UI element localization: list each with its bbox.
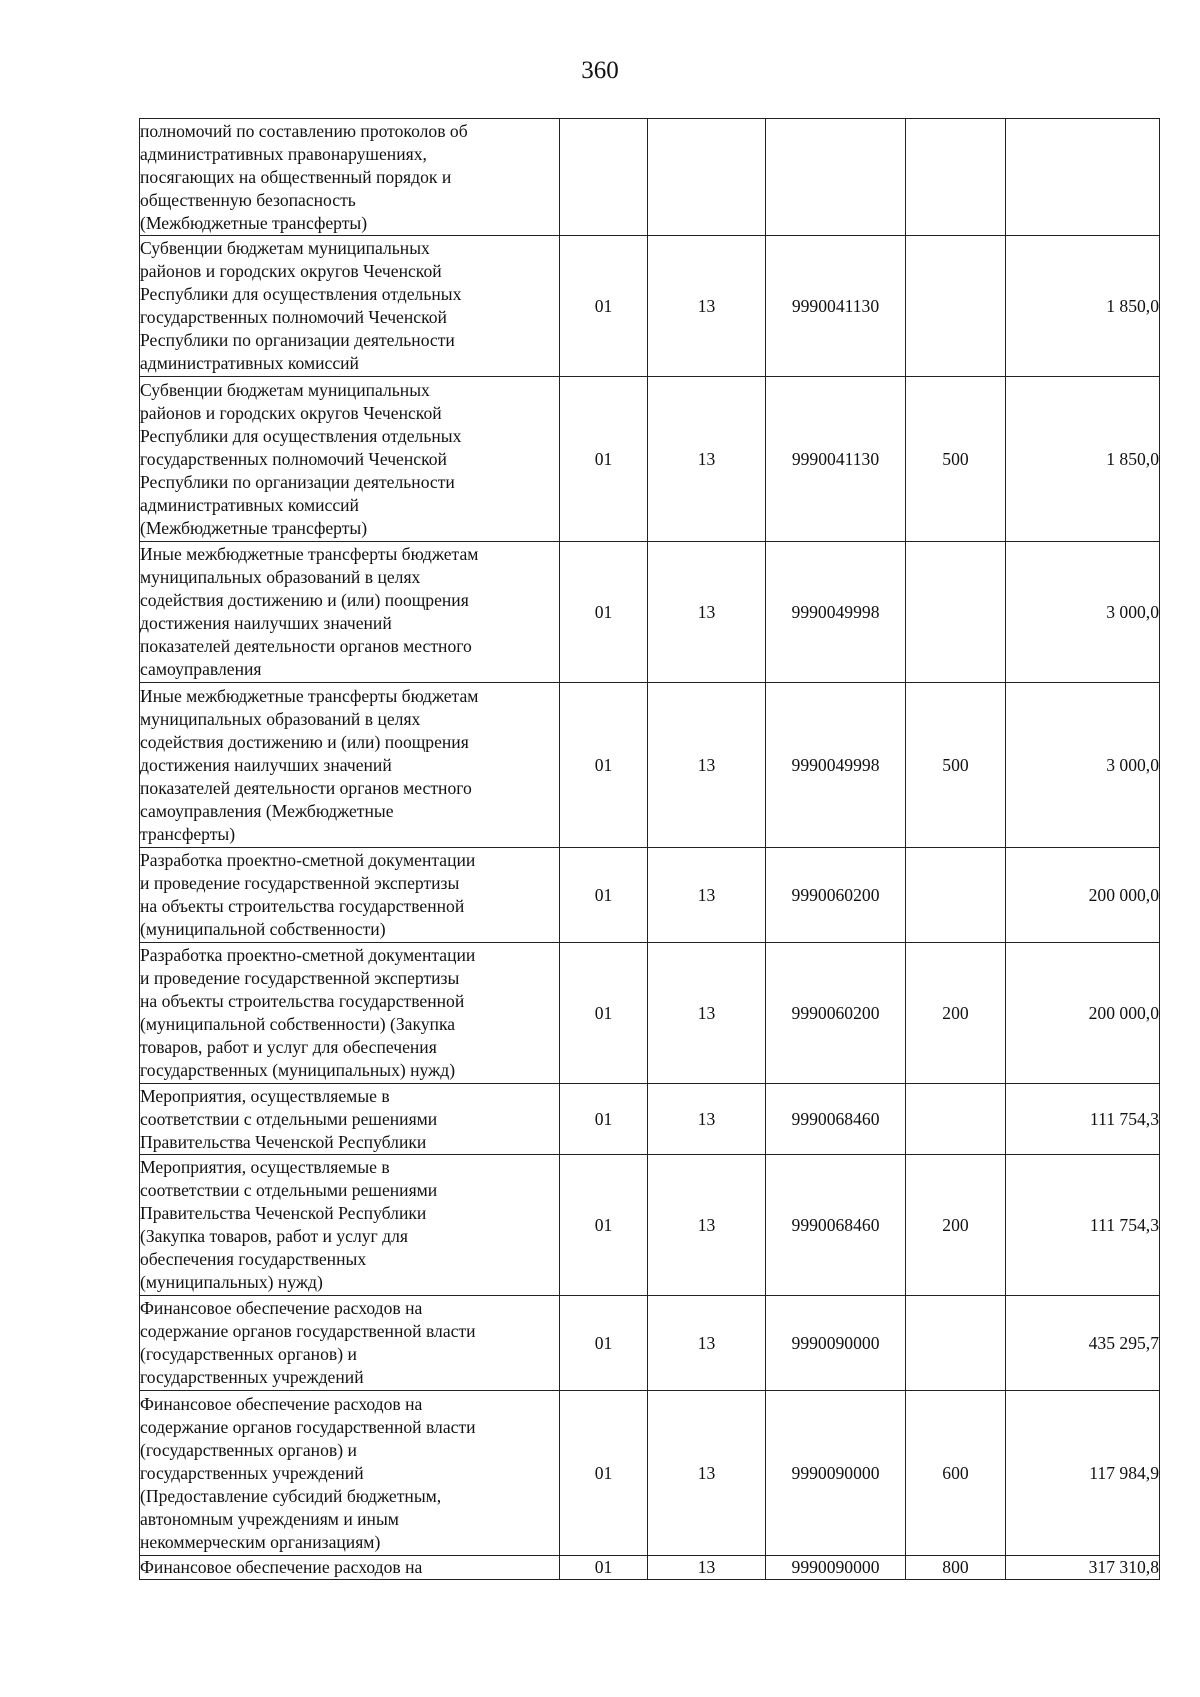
description-cell: Разработка проектно-сметной документации и проведение государственной экспертизы на объекты строительства государственной (муниципальной собственности): [140, 848, 560, 943]
table-row: [140, 236, 1160, 377]
table-row: [140, 377, 1160, 542]
table-row: [140, 1556, 1160, 1580]
expense-type-cell: 800: [906, 1556, 1006, 1580]
table-row: [140, 119, 1160, 236]
subsection-cell: 13: [648, 1391, 766, 1556]
amount-cell: 3 000,0: [1006, 683, 1160, 848]
expense-type-cell: 500: [906, 683, 1006, 848]
description-cell: Субвенции бюджетам муниципальных районов и городских округов Чеченской Республики для осуществления отдельных государственных полномочий Чеченской Республики по организации деятельности административных комиссий (Межбюджетные трансферты): [140, 377, 560, 542]
expense-type-cell: 500: [906, 377, 1006, 542]
budget-table-body: [140, 119, 1160, 1580]
expense-type-cell: 200: [906, 943, 1006, 1084]
description-cell: полномочий по составлению протоколов об административных правонарушениях, посягающих на общественный порядок и общественную безопасность (Межбюджетные трансферты): [140, 119, 560, 236]
description-cell: Иные межбюджетные трансферты бюджетам муниципальных образований в целях содействия достижению и (или) поощрения достижения наилучших значений показателей деятельности органов местного самоуправления (Межбюджетные трансферты): [140, 683, 560, 848]
expense-type-cell: [906, 236, 1006, 377]
amount-cell: 200 000,0: [1006, 848, 1160, 943]
table-row: [140, 848, 1160, 943]
subsection-cell: 13: [648, 848, 766, 943]
expense-type-cell: 600: [906, 1391, 1006, 1556]
description-cell: Финансовое обеспечение расходов на содержание органов государственной власти (государственных органов) и государственных учреждений (Предоставление субсидий бюджетным, автономным учреждениям и иным некоммерческим организациям): [140, 1391, 560, 1556]
subsection-cell: 13: [648, 943, 766, 1084]
subsection-cell: 13: [648, 236, 766, 377]
section-cell: 01: [560, 1155, 648, 1296]
amount-cell: 200 000,0: [1006, 943, 1160, 1084]
section-cell: 01: [560, 1556, 648, 1580]
table-row: [140, 1296, 1160, 1391]
section-cell: 01: [560, 1296, 648, 1391]
subsection-cell: 13: [648, 1556, 766, 1580]
expense-type-cell: [906, 1296, 1006, 1391]
budget-table: [139, 118, 1160, 1580]
page-number: 360: [581, 57, 619, 84]
section-cell: 01: [560, 943, 648, 1084]
amount-cell: 317 310,8: [1006, 1556, 1160, 1580]
table-row: [140, 542, 1160, 683]
amount-cell: [1006, 119, 1160, 236]
description-cell: Субвенции бюджетам муниципальных районов и городских округов Чеченской Республики для осуществления отдельных государственных полномочий Чеченской Республики по организации деятельности административных комиссий: [140, 236, 560, 377]
amount-cell: 1 850,0: [1006, 377, 1160, 542]
subsection-cell: 13: [648, 683, 766, 848]
section-cell: 01: [560, 683, 648, 848]
description-cell: Мероприятия, осуществляемые в соответствии с отдельными решениями Правительства Чеченской Республики: [140, 1084, 560, 1155]
section-cell: 01: [560, 1084, 648, 1155]
expense-type-cell: [906, 1084, 1006, 1155]
subsection-cell: 13: [648, 1084, 766, 1155]
table-row: [140, 1391, 1160, 1556]
expense-type-cell: [906, 848, 1006, 943]
table-row: [140, 943, 1160, 1084]
table-row: [140, 1155, 1160, 1296]
description-cell: Иные межбюджетные трансферты бюджетам муниципальных образований в целях содействия достижению и (или) поощрения достижения наилучших значений показателей деятельности органов местного самоуправления: [140, 542, 560, 683]
target-article-cell: 9990068460: [766, 1084, 906, 1155]
target-article-cell: 9990049998: [766, 542, 906, 683]
section-cell: 01: [560, 848, 648, 943]
expense-type-cell: [906, 542, 1006, 683]
description-cell: Разработка проектно-сметной документации и проведение государственной экспертизы на объекты строительства государственной (муниципальной собственности) (Закупка товаров, работ и услуг для обеспечения государственных (муниципальных) нужд): [140, 943, 560, 1084]
description-cell: Мероприятия, осуществляемые в соответствии с отдельными решениями Правительства Чеченской Республики (Закупка товаров, работ и услуг для обеспечения государственных (муниципальных) нужд): [140, 1155, 560, 1296]
amount-cell: 111 754,3: [1006, 1084, 1160, 1155]
section-cell: 01: [560, 377, 648, 542]
amount-cell: 111 754,3: [1006, 1155, 1160, 1296]
amount-cell: 3 000,0: [1006, 542, 1160, 683]
table-row: [140, 1084, 1160, 1155]
target-article-cell: 9990060200: [766, 848, 906, 943]
target-article-cell: 9990049998: [766, 683, 906, 848]
expense-type-cell: [906, 119, 1006, 236]
target-article-cell: [766, 119, 906, 236]
target-article-cell: 9990090000: [766, 1556, 906, 1580]
amount-cell: 117 984,9: [1006, 1391, 1160, 1556]
description-cell: Финансовое обеспечение расходов на: [140, 1556, 560, 1580]
target-article-cell: 9990041130: [766, 236, 906, 377]
section-cell: 01: [560, 236, 648, 377]
section-cell: [560, 119, 648, 236]
subsection-cell: 13: [648, 542, 766, 683]
expense-type-cell: 200: [906, 1155, 1006, 1296]
description-cell: Финансовое обеспечение расходов на содержание органов государственной власти (государственных органов) и государственных учреждений: [140, 1296, 560, 1391]
section-cell: 01: [560, 1391, 648, 1556]
target-article-cell: 9990060200: [766, 943, 906, 1084]
target-article-cell: 9990068460: [766, 1155, 906, 1296]
target-article-cell: 9990090000: [766, 1391, 906, 1556]
amount-cell: 1 850,0: [1006, 236, 1160, 377]
target-article-cell: 9990041130: [766, 377, 906, 542]
table-row: [140, 683, 1160, 848]
section-cell: 01: [560, 542, 648, 683]
amount-cell: 435 295,7: [1006, 1296, 1160, 1391]
subsection-cell: 13: [648, 1155, 766, 1296]
subsection-cell: 13: [648, 1296, 766, 1391]
target-article-cell: 9990090000: [766, 1296, 906, 1391]
subsection-cell: 13: [648, 377, 766, 542]
subsection-cell: [648, 119, 766, 236]
